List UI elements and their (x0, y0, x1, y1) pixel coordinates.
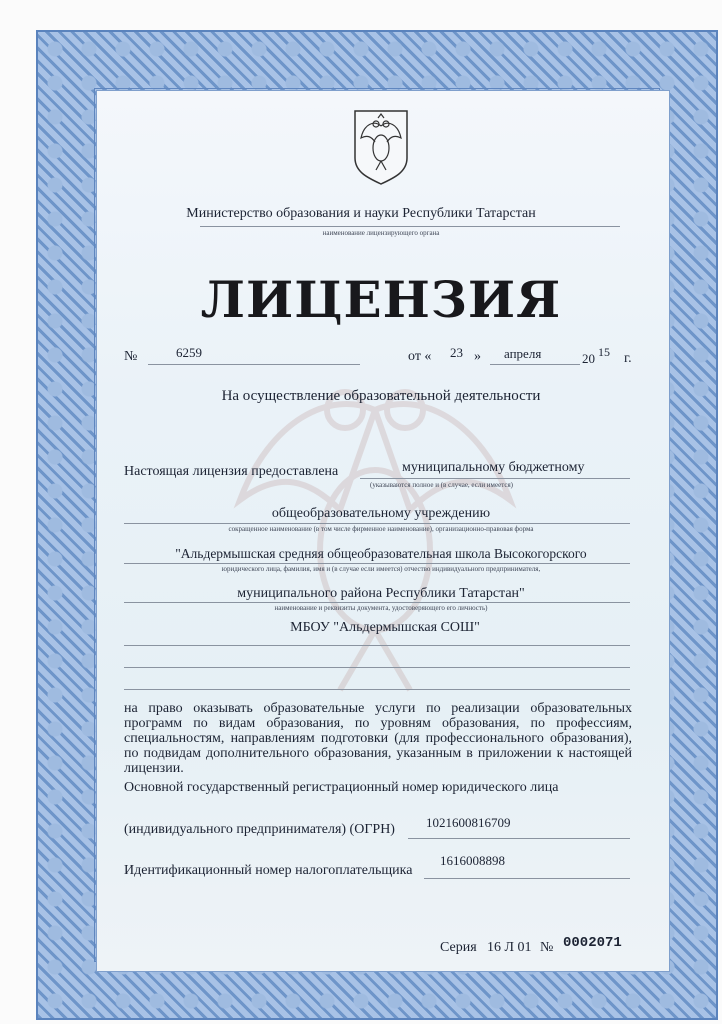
inn-label: Идентификационный номер налогоплательщика (124, 863, 413, 878)
holder-line-3: "Альдермышская средняя общеобразовательная школа Высокогорского (175, 546, 587, 561)
holder-caption-2: сокращенное наименование (в том числе фирменное наименование), организационно-правовая форма (228, 525, 534, 533)
holder-underline-5 (124, 645, 630, 646)
holder-underline-3 (124, 563, 630, 564)
holder-line-2: общеобразовательному учреждению (271, 506, 491, 521)
license-number: 6259 (176, 345, 202, 360)
series-label: Серия (440, 940, 477, 955)
authority-caption: наименование лицензирующего органа (322, 229, 440, 237)
authority-name: Министерство образования и науки Республики Татарстан (186, 206, 536, 221)
holder-underline-4 (124, 602, 630, 603)
holder-caption-1: (указываются полное и (в случае, если имеется) (370, 481, 514, 489)
series-number-label: № (540, 940, 554, 955)
date-month: апреля (504, 346, 542, 361)
inn-value: 1616008898 (440, 853, 505, 868)
subject-line: На осуществление образовательной деятельности (221, 388, 541, 404)
date-day: 23 (450, 345, 463, 360)
number-label: № (124, 349, 138, 364)
authority-underline (200, 226, 620, 227)
document-title: ЛИЦЕНЗИЯ (200, 270, 562, 329)
date-prefix: от « (408, 349, 432, 364)
holder-caption-3: юридического лица, фамилия, имя и (в случае если имеется) отчество индивидуального предпринимателя, (221, 565, 541, 573)
ogrn-label-line-1: Основной государственный регистрационный номер юридического лица (124, 780, 559, 795)
number-underline (148, 364, 360, 365)
series-number: 0002071 (563, 935, 622, 951)
holder-underline-6 (124, 667, 630, 668)
ogrn-value: 1021600816709 (426, 815, 511, 830)
year-prefix: 20 (582, 351, 595, 366)
year-unit: г. (624, 351, 632, 366)
holder-underline-2 (124, 523, 630, 524)
granted-label: Настоящая лицензия предоставлена (124, 464, 339, 479)
holder-line-1: муниципальному бюджетному (402, 460, 585, 475)
inn-underline (424, 878, 630, 879)
ogrn-underline (408, 838, 630, 839)
holder-underline-7 (124, 689, 630, 690)
holder-underline-1 (360, 478, 630, 479)
series-value: 16 Л 01 (487, 940, 532, 955)
year-suffix: 15 (598, 345, 610, 359)
date-separator: » (474, 349, 481, 364)
holder-short-name: МБОУ "Альдермышская СОШ" (290, 620, 480, 635)
holder-line-4: муниципального района Республики Татарстан" (237, 586, 525, 601)
rights-paragraph: на право оказывать образовательные услуги по реализации образовательных программ по видам образования, по уровням образования, по профессиям, специальностям, направлениям подготовки (для профессионального образования), по подвидам дополнительного образования, указанным в приложении к настоящей лицензии. (124, 701, 632, 776)
holder-caption-4: наименование и реквизиты документа, удостоверяющего его личность) (274, 604, 488, 612)
coat-of-arms-icon (352, 108, 410, 186)
month-underline (490, 364, 580, 365)
ogrn-label-line-2: (индивидуального предпринимателя) (ОГРН) (124, 822, 395, 837)
